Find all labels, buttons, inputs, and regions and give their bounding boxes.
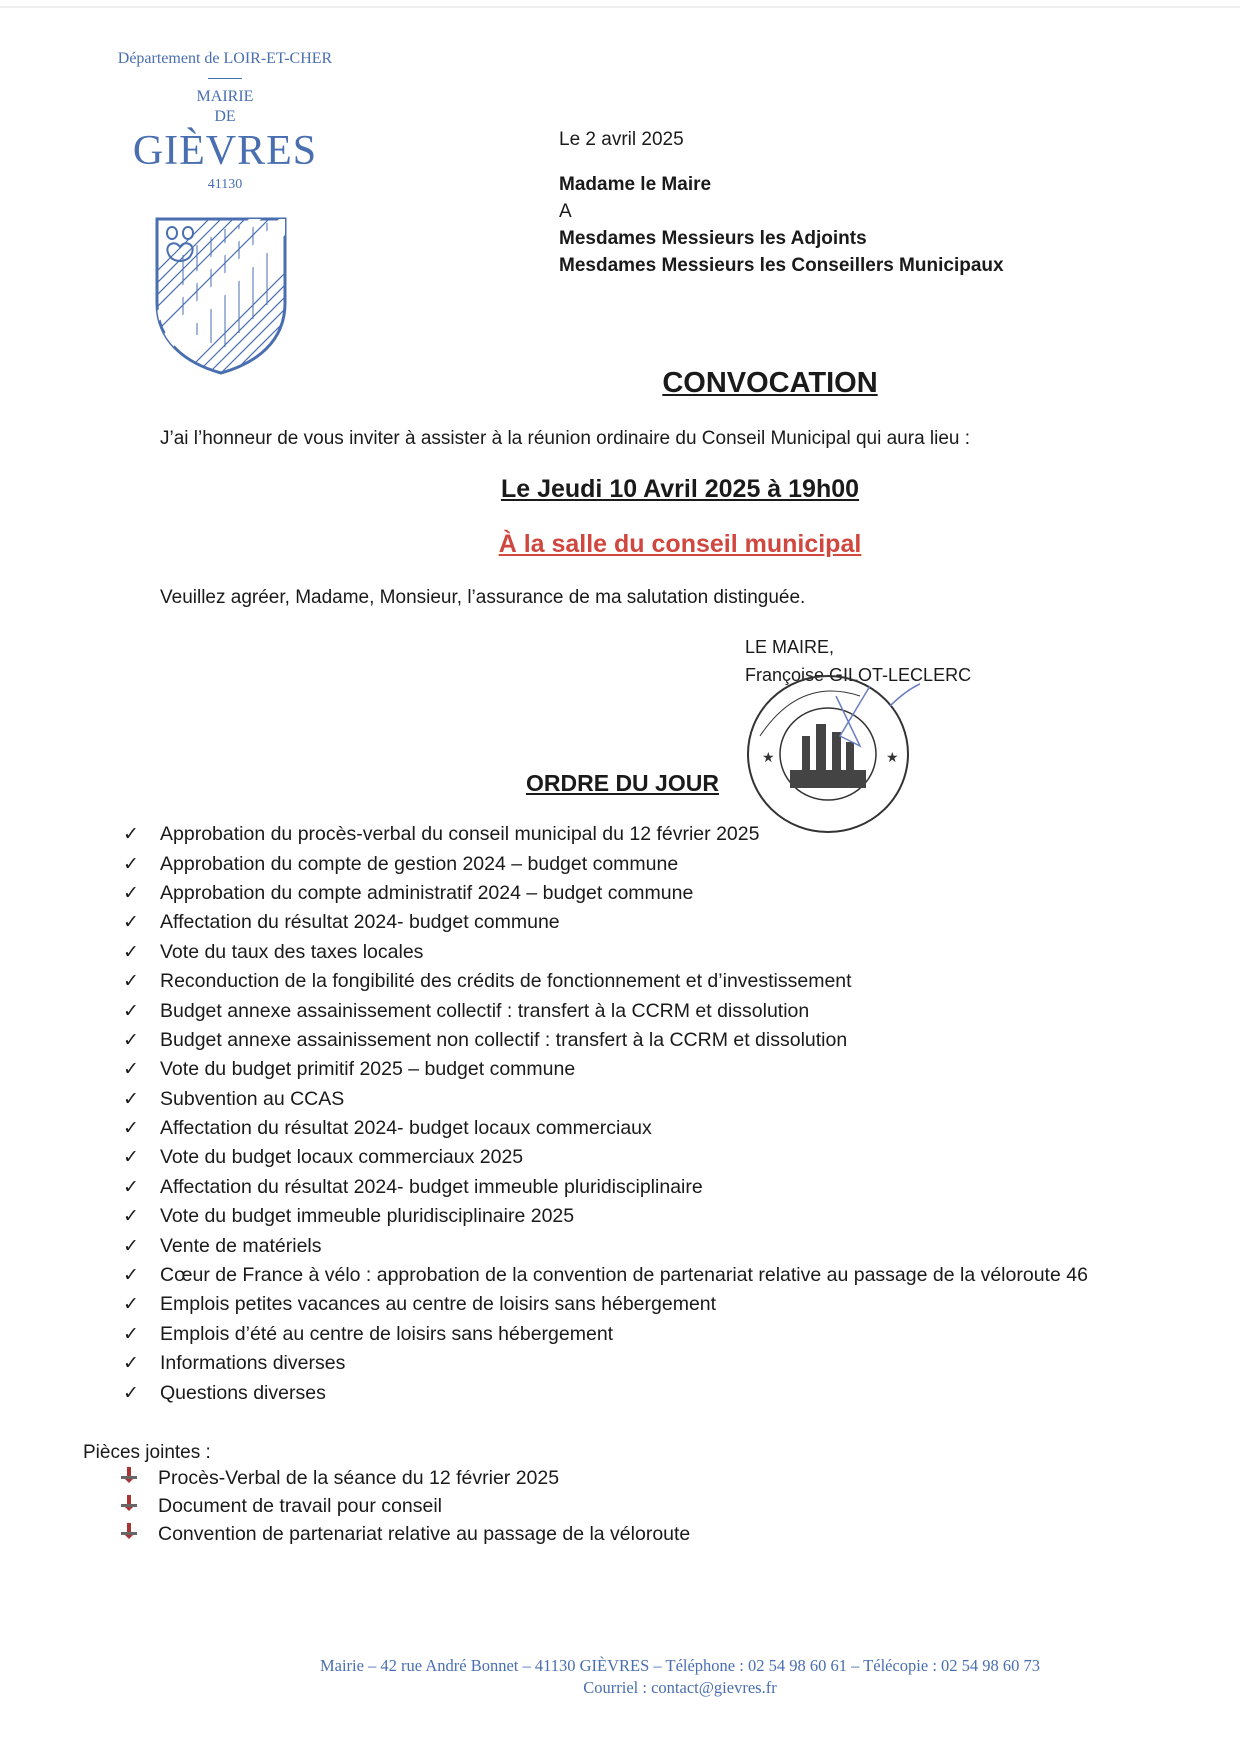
checkmark-icon: ✓ xyxy=(123,912,139,934)
coat-of-arms-icon xyxy=(153,215,289,377)
agenda-item xyxy=(123,1378,1203,1407)
agenda-item-text: Budget annexe assainissement non collectif : transfert à la CCRM et dissolution xyxy=(160,1028,848,1051)
checkmark-icon: ✓ xyxy=(123,824,139,846)
recipients-conseillers: Mesdames Messieurs les Conseillers Municipaux xyxy=(559,255,1004,276)
agenda-item-text: Vote du budget primitif 2025 – budget commune xyxy=(160,1058,576,1081)
agenda-item xyxy=(123,849,1203,878)
sender: Madame le Maire xyxy=(559,174,712,195)
agenda-item-text: Cœur de France à vélo : approbation de la convention de partenariat relative au passage de la véloroute 46 xyxy=(160,1264,1088,1287)
arrow-down-icon xyxy=(120,1522,158,1546)
document-title: CONVOCATION xyxy=(662,367,878,399)
de-label: DE xyxy=(214,108,236,125)
arrow-down-icon xyxy=(120,1466,158,1490)
postcode: 41130 xyxy=(207,177,243,192)
agenda-item xyxy=(123,938,1203,967)
agenda-item xyxy=(123,1320,1203,1349)
agenda-item xyxy=(123,1290,1203,1319)
checkmark-icon: ✓ xyxy=(123,853,139,875)
checkmark-icon: ✓ xyxy=(123,1147,139,1169)
attachment-item-text: Procès-Verbal de la séance du 12 février 2025 xyxy=(158,1466,560,1489)
official-stamp-icon xyxy=(740,666,920,836)
agenda-item-text: Questions diverses xyxy=(160,1381,326,1404)
checkmark-icon: ✓ xyxy=(123,1235,139,1257)
agenda-item xyxy=(123,1026,1203,1055)
meeting-date-wrap xyxy=(0,475,1240,504)
svg-text:★: ★ xyxy=(762,750,775,766)
recipient-block xyxy=(559,126,1004,279)
footer-address: Mairie – 42 rue André Bonnet – 41130 GIÈVRES – Téléphone : 02 54 98 60 61 – Télécopie : 02 54 98 60 73 xyxy=(319,1656,1041,1675)
meeting-place: À la salle du conseil municipal xyxy=(498,530,862,558)
mairie-label: MAIRIE xyxy=(196,88,254,105)
agenda-item-text: Vote du taux des taxes locales xyxy=(160,940,424,963)
agenda-item xyxy=(123,967,1203,996)
town-name: GIÈVRES xyxy=(132,128,318,174)
agenda-title: ORDRE DU JOUR xyxy=(526,770,719,796)
checkmark-icon: ✓ xyxy=(123,1353,139,1375)
checkmark-icon: ✓ xyxy=(123,1088,139,1110)
attachment-item-text: Document de travail pour conseil xyxy=(158,1494,442,1517)
checkmark-icon: ✓ xyxy=(123,882,139,904)
agenda-item-text: Affectation du résultat 2024- budget commune xyxy=(160,911,560,934)
agenda-item-text: Subvention au CCAS xyxy=(160,1087,345,1110)
agenda-item xyxy=(123,908,1203,937)
agenda-item-text: Emplois d’été au centre de loisirs sans hébergement xyxy=(160,1322,614,1345)
agenda-item-text: Vente de matériels xyxy=(160,1234,322,1257)
agenda-item xyxy=(123,1143,1203,1172)
page-edge-line xyxy=(0,6,1240,8)
footer xyxy=(0,1655,1240,1699)
checkmark-icon: ✓ xyxy=(123,1265,139,1287)
checkmark-icon: ✓ xyxy=(123,1294,139,1316)
checkmark-icon: ✓ xyxy=(123,1029,139,1051)
letter-date: Le 2 avril 2025 xyxy=(559,129,684,150)
attachment-item xyxy=(120,1520,1020,1548)
checkmark-icon: ✓ xyxy=(123,1059,139,1081)
agenda-item xyxy=(123,879,1203,908)
agenda-item xyxy=(123,1202,1203,1231)
checkmark-icon: ✓ xyxy=(123,971,139,993)
to-label: A xyxy=(559,201,572,222)
agenda-item xyxy=(123,1173,1203,1202)
attachment-item-text: Convention de partenariat relative au passage de la véloroute xyxy=(158,1522,691,1545)
attachment-item xyxy=(120,1492,1020,1520)
agenda-list xyxy=(123,820,1203,1408)
agenda-item-text: Vote du budget immeuble pluridisciplinaire 2025 xyxy=(160,1205,575,1228)
signature-role: LE MAIRE, xyxy=(745,637,835,657)
agenda-item-text: Informations diverses xyxy=(160,1352,346,1375)
agenda-item-text: Budget annexe assainissement collectif : transfert à la CCRM et dissolution xyxy=(160,999,810,1022)
agenda-item xyxy=(123,1055,1203,1084)
agenda-item xyxy=(123,1114,1203,1143)
attachments-label: Pièces jointes : xyxy=(83,1442,211,1463)
agenda-item xyxy=(123,1085,1203,1114)
recipients-adjoints: Mesdames Messieurs les Adjoints xyxy=(559,228,867,249)
checkmark-icon: ✓ xyxy=(123,1323,139,1345)
checkmark-icon: ✓ xyxy=(123,1118,139,1140)
agenda-item xyxy=(123,1261,1203,1290)
agenda-item xyxy=(123,1349,1203,1378)
meeting-date: Le Jeudi 10 Avril 2025 à 19h00 xyxy=(500,475,860,503)
letterhead xyxy=(100,50,350,193)
checkmark-icon: ✓ xyxy=(123,941,139,963)
checkmark-icon: ✓ xyxy=(123,1382,139,1404)
attachment-item xyxy=(120,1464,1020,1492)
agenda-item xyxy=(123,996,1203,1025)
agenda-item-text: Vote du budget locaux commerciaux 2025 xyxy=(160,1146,524,1169)
checkmark-icon: ✓ xyxy=(123,1000,139,1022)
letterhead-divider xyxy=(208,78,242,79)
agenda-item-text: Approbation du compte administratif 2024 – budget commune xyxy=(160,881,694,904)
agenda-item xyxy=(123,1231,1203,1260)
agenda-item-text: Emplois petites vacances au centre de loisirs sans hébergement xyxy=(160,1293,717,1316)
agenda-item xyxy=(123,820,1203,849)
agenda-item-text: Affectation du résultat 2024- budget locaux commerciaux xyxy=(160,1117,652,1140)
checkmark-icon: ✓ xyxy=(123,1206,139,1228)
closing-text: Veuillez agréer, Madame, Monsieur, l’assurance de ma salutation distinguée. xyxy=(160,587,806,608)
agenda-item-text: Approbation du procès-verbal du conseil municipal du 12 février 2025 xyxy=(160,823,760,846)
intro-text: J’ai l’honneur de vous inviter à assister à la réunion ordinaire du Conseil Municipal qui aura lieu : xyxy=(160,428,971,449)
signature-name: Françoise GILOT-LECLERC xyxy=(745,665,972,685)
meeting-place-wrap xyxy=(0,530,1240,559)
department-label: Département de LOIR-ET-CHER xyxy=(117,50,333,67)
agenda-item-text: Reconduction de la fongibilité des crédits de fonctionnement et d’investissement xyxy=(160,970,852,993)
arrow-down-icon xyxy=(120,1494,158,1518)
svg-text:★: ★ xyxy=(886,750,899,766)
agenda-item-text: Affectation du résultat 2024- budget immeuble pluridisciplinaire xyxy=(160,1175,703,1198)
attachments-list xyxy=(120,1464,1020,1548)
agenda-item-text: Approbation du compte de gestion 2024 – budget commune xyxy=(160,852,679,875)
footer-email: Courriel : contact@gievres.fr xyxy=(583,1678,777,1697)
document-title-wrap xyxy=(0,367,1240,400)
checkmark-icon: ✓ xyxy=(123,1176,139,1198)
